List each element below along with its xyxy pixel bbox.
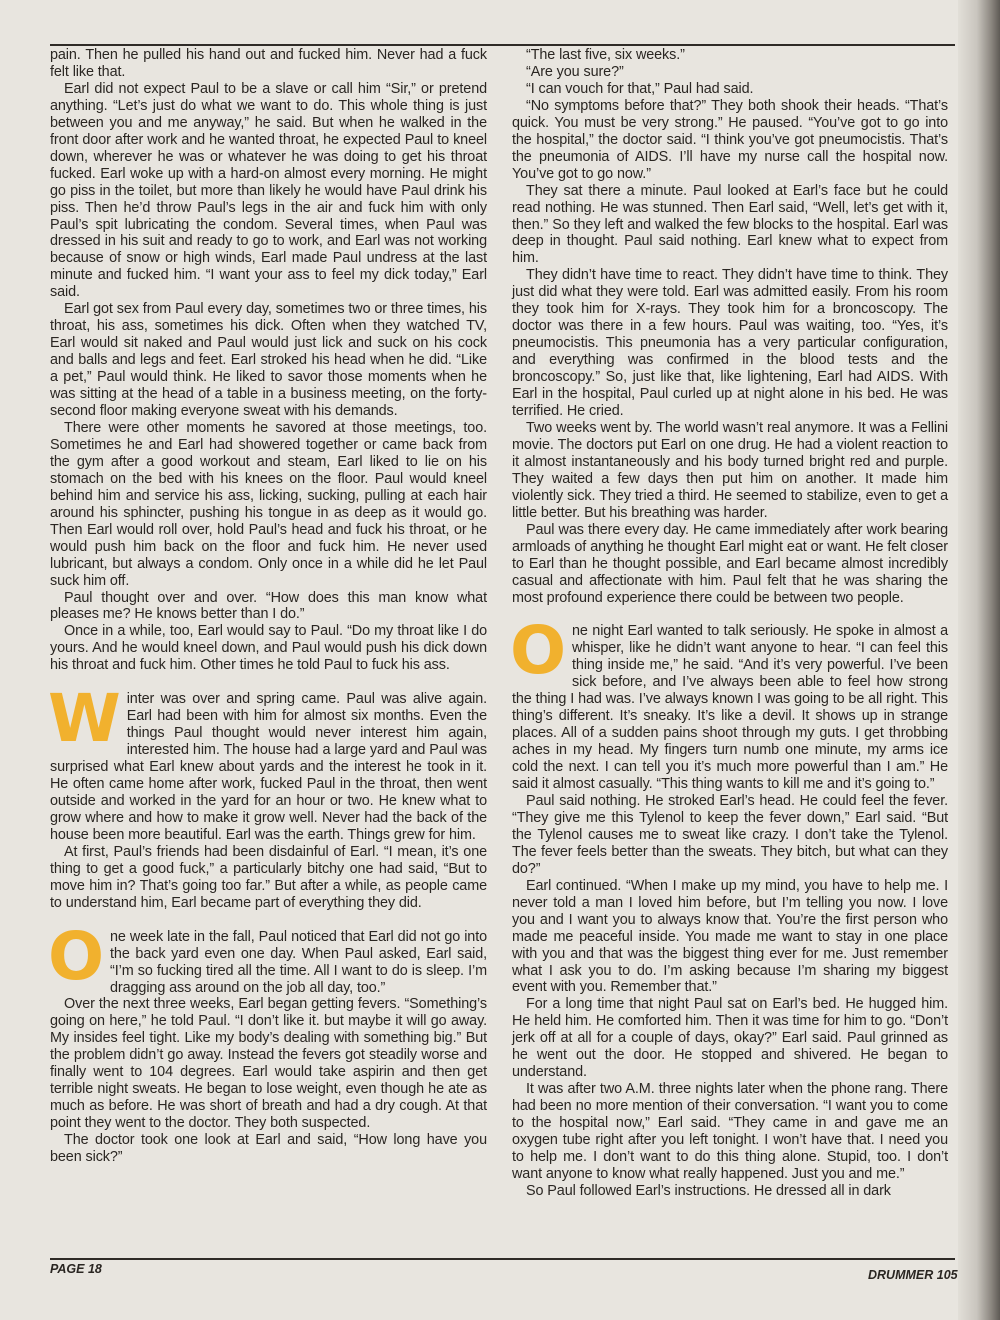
body-paragraph: Earl got sex from Paul every day, sometimes two or three times, his throat, his ass, sometimes his dick. Often when they watched TV, Earl would sit naked and Paul would just lick and suck on his cock and balls and legs and feet. Earl stroked his head when he did. “Like a pet,” Paul would think. He liked to savor those moments when he was sitting at the head of a table in a business meeting, on the forty-second floor making everyone sweat with his demands. <box>50 301 487 420</box>
drop-cap-letter: W <box>48 680 121 758</box>
drop-cap-letter: O <box>48 917 105 995</box>
paragraph-text: ne night Earl wanted to talk seriously. He spoke in almost a whisper, like he didn’t want anyone to hear. “I can feel this thing inside me,” he said. “And it’s very powerful. I’ve been sick before, and I’ve always been able to feel how strong the thing I had was. I’ve always known I was going to be all right. This thing’s different. It’s sneaky. It’s like a devil. It shows up in strange places. All of a sudden pains shoot through my guts. I get throbbing aches in my head. My fingers turn numb one minute, my arms ice cold the next. I can tell you it’s much more powerful than I am.” He said it almost casually. “This thing wants to kill me and it’s going to.” <box>512 623 948 793</box>
body-paragraph: At first, Paul’s friends had been disdainful of Earl. “I mean, it’s one thing to get a good fuck,” a particularly bitchy one had said, “But to move him in? That’s going too far.” But after a while, as people came to understand him, Earl became part of everything they did. <box>50 843 487 911</box>
body-paragraph: Earl did not expect Paul to be a slave or call him “Sir,” or pretend anything. “Let’s just do what we want to do. This whole thing is just between you and me anyway,” he said. But when he walked in the front door after work and he wanted throat, he expected Paul to kneel down, wherever he was or whatever he was doing to get his throat fucked. Earl woke up with a hard-on almost every morning. He might go piss in the toilet, but more than likely he would have Paul drink his piss. Then he’d throw Paul’s legs in the air and fuck him with only Paul’s spit lubricating the condom. Several times, when Paul was dressed in his suit and ready to go to work, and Earl was not working because of snow or high winds, Earl made Paul undress at the last minute and fucked him. “I want your ass to feel my dick today,” Earl said. <box>50 80 487 301</box>
drop-cap-paragraph <box>510 612 948 793</box>
body-paragraph: The doctor took one look at Earl and said, “How long have you been sick?” <box>50 1132 487 1166</box>
page-number: PAGE 18 <box>50 1262 102 1276</box>
paragraph-text: ne week late in the fall, Paul noticed that Earl did not go into the back yard even one day. When Paul asked, Earl said, “I’m so fucking tired all the time. All I want to do is sleep. I’m dragging ass around on the job all day, too.” <box>110 928 487 996</box>
body-paragraph: Earl continued. “When I make up my mind, you have to help me. I never told a man I loved him before, but I’m telling you now. I love you and I want you to always know that. You’re the first person who made me peaceful inside. You made me want to stay in one place with you and that was the biggest thing ever for me. Just remember what I ask you to do. I’m asking because I’m sharing my biggest event with you. Remember that.” <box>512 877 948 996</box>
body-paragraph: They didn’t have time to react. They didn’t have time to think. They just did what they were told. Earl was admitted easily. From his room they took him for X-rays. They took him for a broncoscopy. The doctor was there in a few hours. Paul was waiting, too. “Yes, it’s pneumocistis. This pneumonia has a very particular configuration, and everything was confirmed in the blood tests and the broncoscopy.” So, just like that, like lightening, Earl had AIDS. With Earl in the hospital, Paul curled up at night alone in his bed. He was terrified. He cried. <box>512 267 948 420</box>
magazine-issue: DRUMMER 105 <box>868 1268 958 1282</box>
body-paragraph: Two weeks went by. The world wasn’t real anymore. It was a Fellini movie. The doctors put Earl on one drug. He had a violent reaction to it almost instantaneously and his body turned bright red and purple. They waited a few days then put him on another. It made him violently sick. They tried a third. He seemed to stabilize, even to get a little better. But his breathing was harder. <box>512 419 948 521</box>
body-paragraph: Paul said nothing. He stroked Earl’s head. He could feel the fever. “They give me this Tylenol to keep the fever down,” Earl said. “But the Tylenol causes me to sweat like crazy. I don’t take the Tylenol. The fever feels better than the sweats. They bitch, but what can they do?” <box>512 792 948 877</box>
bottom-rule <box>50 1258 955 1260</box>
page-binding-shadow <box>958 0 1000 1320</box>
body-paragraph: “The last five, six weeks.” <box>526 47 685 63</box>
body-paragraph: It was after two A.M. three nights later when the phone rang. There had been no more mention of their conversation. “I want you to come to the hospital now,” Earl said. “They came in and gave me an oxygen tube right after you left tonight. I won’t have that. I need you to help me. I don’t want to do this thing alone. Stupid, too. I don’t want anyone to know what really happened. Just you and me.” <box>512 1081 948 1182</box>
body-paragraph: So Paul followed Earl’s instructions. He dressed all in dark <box>526 1182 891 1199</box>
right-text-column <box>512 47 948 1200</box>
body-paragraph: Over the next three weeks, Earl began getting fevers. “Something’s going on here,” he told Paul. “I don’t like it. but maybe it will go away. My insides feel tight. Like my body’s dealing with something big.” But the problem didn’t go away. Instead the fevers got steadily worse and finally went to 104 degrees. Earl would take aspirin and then get terrible night sweats. He began to lose weight, even though he ate as much as before. He was short of breath and had a dry cough. At that point they went to the doctor. They both suspected. <box>50 996 487 1132</box>
body-paragraph: For a long time that night Paul sat on Earl’s bed. He hugged him. He held him. He comforted him. Then it was time for him to go. “Don’t jerk off at all for a couple of days, okay?” Earl said. Paul grinned as he went out the door. He stopped and shivered. He began to understand. <box>512 996 948 1081</box>
left-text-column <box>50 47 487 1166</box>
top-rule <box>50 44 955 46</box>
body-paragraph: “Are you sure?” <box>526 63 624 80</box>
paragraph-text: inter was over and spring came. Paul was alive again. Earl had been with him for almost six months. Even the things Paul thought would never interest him again, interested him. The house had a large yard and Paul was surprised what Earl knew about yards and the interest he took in it. He often came home after work, fucked Paul in the throat, then went outside and worked in the yard for an hour or two. He knew what to grow where and how to make it grow well. Never had the back of the house been more beautiful. Earl was the earth. Things grew for him. <box>50 691 487 843</box>
body-paragraph: Paul was there every day. He came immediately after work bearing armloads of anything he thought Earl might eat or want. He felt closer to Earl than he thought possible, and Earl became almost incredibly casual and affectionate with him. Paul felt that he was sharing the most profound experience there could be between two people. <box>512 521 948 606</box>
drop-cap-paragraph <box>48 680 487 844</box>
body-paragraph: They sat there a minute. Paul looked at Earl’s face but he could read nothing. He was stunned. Then Earl said, “Well, let’s get with it, then.” So they left and walked the few blocks to the hospital. Earl was deep in thought. Paul said nothing. Earl knew what to expect from him. <box>512 182 948 267</box>
drop-cap-paragraph <box>48 917 487 997</box>
body-paragraph: “No symptoms before that?” They both shook their heads. “That’s quick. You must be very strong.” He paused. “You’ve got to go into the hospital,” the doctor said. “I think you’ve got pneumocistis. That’s the pneumonia of AIDS. I’ll have my nurse call the hospital now. You’ve got to go now.” <box>512 97 948 182</box>
body-paragraph: “I can vouch for that,” Paul had said. <box>526 80 754 97</box>
body-paragraph: Once in a while, too, Earl would say to Paul. “Do my throat like I do yours. And he would kneel down, and Paul would push his dick down his throat and fuck him. Other times he told Paul to fuck his ass. <box>50 623 487 674</box>
body-paragraph: There were other moments he savored at those meetings, too. Sometimes he and Earl had showered together or came back from the gym after a good workout and steam, Earl liked to lie on his stomach on the bed with his knees on the floor. Paul would kneel behind him and service his ass, licking, sucking, pulling at each hair around his sphincter, pushing his tongue in as deep as it would go. Then Earl would roll over, hold Paul’s head and fuck his throat, or he would push him back on the floor and fuck him. He never used lubricant, but always a condom. Only once in a while did he let Paul suck him off. <box>50 419 487 589</box>
body-paragraph: pain. Then he pulled his hand out and fucked him. Never had a fuck felt like that. <box>50 47 487 80</box>
body-paragraph: Paul thought over and over. “How does this man know what pleases me? He knows better than I do.” <box>50 589 487 623</box>
drop-cap-letter: O <box>510 612 567 690</box>
